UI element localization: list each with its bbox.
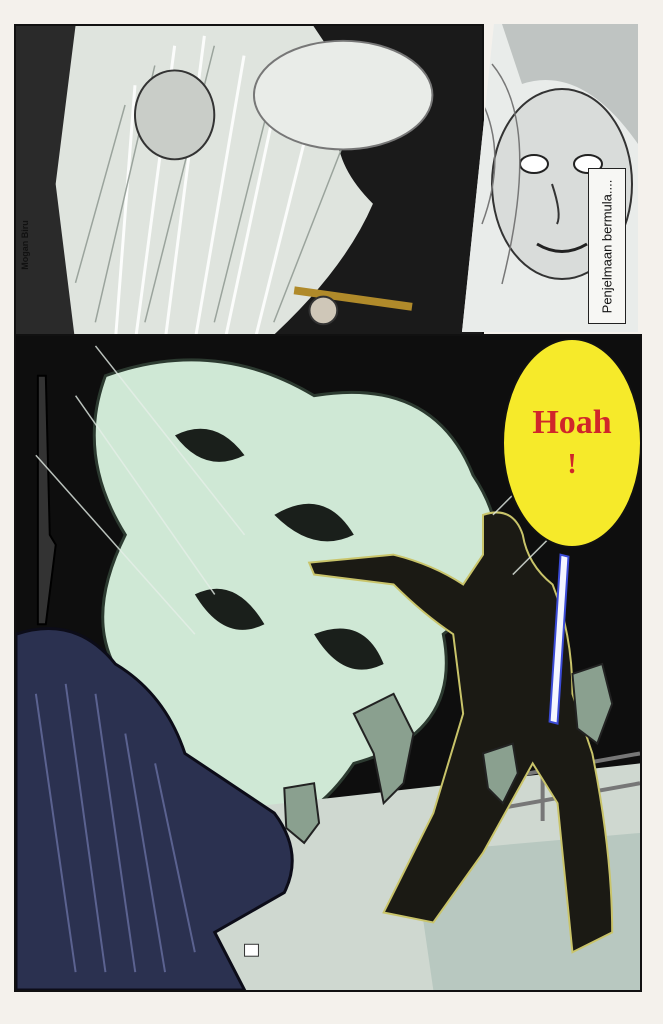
caption-box [588, 168, 626, 324]
artist-credit [14, 205, 36, 285]
credit-text: Mogan Biru [20, 220, 30, 270]
panel-energy-burst [14, 24, 484, 346]
caption-text: Penjelmaan bermula.... [599, 179, 615, 313]
speech-exclamation: ! [567, 449, 577, 480]
energy-burst-art [16, 26, 482, 344]
speech-bubble [502, 338, 642, 548]
speech-word: Hoah [532, 404, 612, 441]
